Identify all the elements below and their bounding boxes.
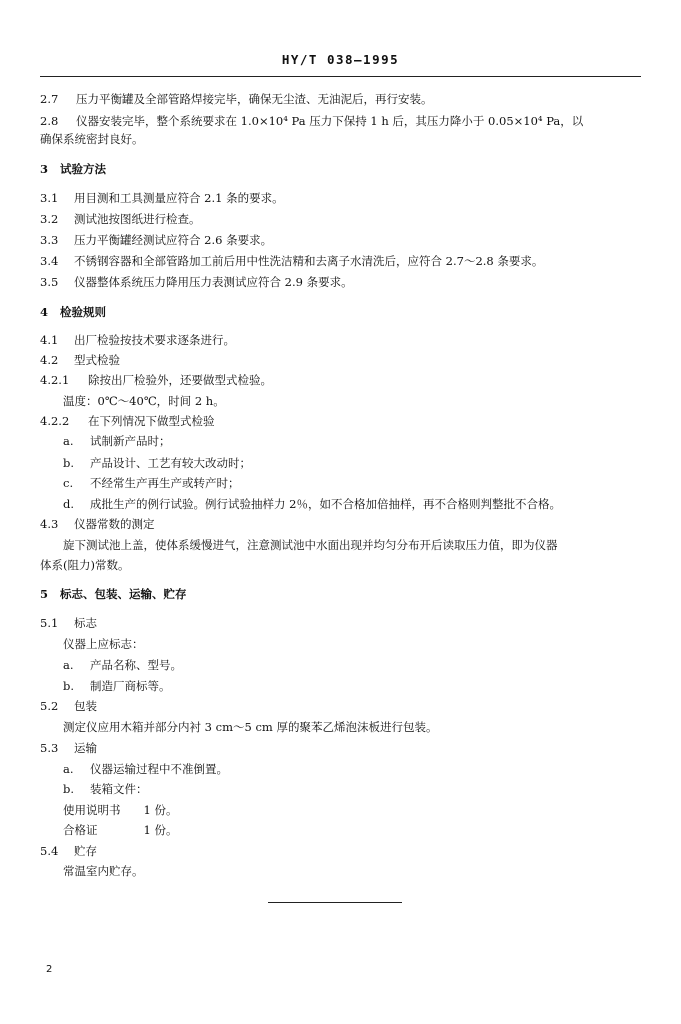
clause-number: 5.3 xyxy=(40,741,59,755)
clause-number: 5.1 xyxy=(40,616,59,630)
clause-text: 产品设计、工艺有较大改动时； xyxy=(90,456,251,470)
clause-number: 4.3 xyxy=(40,517,59,531)
clause-text: 压力平衡罐经测试应符合 2.6 条要求。 xyxy=(74,233,273,247)
clause-text: 贮存 xyxy=(74,844,97,858)
clause-text: 运输 xyxy=(74,741,97,755)
clause-number: a. xyxy=(63,434,74,448)
clause-number: 4.2.1 xyxy=(40,373,70,387)
clause-text: 仪器常数的测定 xyxy=(74,517,155,531)
clause-number: 2.7 xyxy=(40,92,59,106)
clause-number: b. xyxy=(63,456,75,470)
section-heading: 试验方法 xyxy=(60,162,106,176)
clause-text: 试制新产品时； xyxy=(90,434,171,448)
clause-text: 在下列情况下做型式检验 xyxy=(88,414,215,428)
clause-text: 压力平衡罐及全部管路焊接完毕，确保无尘渣、无油泥后，再行安装。 xyxy=(76,92,433,106)
clause-number: 5.2 xyxy=(40,699,59,713)
clause-text: 出厂检验按技术要求逐条进行。 xyxy=(74,333,235,347)
clause-text: 仪器整体系统压力降用压力表测试应符合 2.9 条要求。 xyxy=(74,275,353,289)
clause-text: 仪器安装完毕，整个系统要求在 1.0×10⁴ Pa 压力下保持 1 h 后，其压力降小于 0.05×10⁴ Pa，以 xyxy=(76,114,584,128)
clause-text: 制造厂商标等。 xyxy=(90,679,171,693)
clause-number: 4.2 xyxy=(40,353,59,367)
end-divider xyxy=(268,902,402,903)
clause-number: b. xyxy=(63,782,75,796)
standard-code-header: HY/T 038—1995 xyxy=(281,52,400,67)
clause-text: 合格证 1 份。 xyxy=(63,823,178,837)
clause-text: 除按出厂检验外，还要做型式检验。 xyxy=(88,373,272,387)
clause-text: 仪器运输过程中不准倒置。 xyxy=(90,762,228,776)
clause-number: 4.1 xyxy=(40,333,59,347)
clause-number: 3.1 xyxy=(40,191,59,205)
clause-text: 常温室内贮存。 xyxy=(63,864,144,878)
clause-text: 温度：0℃～40℃，时间 2 h。 xyxy=(63,394,225,408)
clause-number: d. xyxy=(63,497,75,511)
clause-text: 产品名称、型号。 xyxy=(90,658,182,672)
clause-text: 确保系统密封良好。 xyxy=(40,132,144,146)
clause-number: 3.4 xyxy=(40,254,59,268)
clause-number: c. xyxy=(63,476,74,490)
clause-text: 仪器上应标志： xyxy=(63,637,144,651)
section-heading: 检验规则 xyxy=(60,305,106,319)
clause-text: 不经常生产再生产或转产时； xyxy=(90,476,240,490)
clause-number: 3.3 xyxy=(40,233,59,247)
clause-number: 5.4 xyxy=(40,844,59,858)
clause-text: 包装 xyxy=(74,699,97,713)
page-number: 2 xyxy=(46,964,53,975)
clause-text: 装箱文件： xyxy=(90,782,148,796)
clause-number: 4.2.2 xyxy=(40,414,70,428)
clause-text: 成批生产的例行试验。例行试验抽样力 2％，如不合格加倍抽样，再不合格则判整批不合格。 xyxy=(90,497,561,511)
header-divider xyxy=(40,76,641,77)
clause-number: 3.2 xyxy=(40,212,59,226)
clause-text: 体系(阻力)常数。 xyxy=(40,558,130,572)
clause-text: 测定仪应用木箱并部分内衬 3 cm～5 cm 厚的聚苯乙烯泡沫板进行包装。 xyxy=(63,720,438,734)
clause-number: 4 xyxy=(40,305,49,319)
clause-text: 标志 xyxy=(74,616,97,630)
clause-number: 2.8 xyxy=(40,114,59,128)
section-heading: 标志、包装、运输、贮存 xyxy=(60,587,187,601)
clause-text: 不锈钢容器和全部管路加工前后用中性洗洁精和去离子水清洗后，应符合 2.7～2.8 条要求。 xyxy=(74,254,544,268)
clause-text: 型式检验 xyxy=(74,353,120,367)
clause-text: 测试池按图纸进行检查。 xyxy=(74,212,201,226)
clause-text: 用目测和工具测量应符合 2.1 条的要求。 xyxy=(74,191,284,205)
clause-number: a. xyxy=(63,762,74,776)
clause-text: 使用说明书 1 份。 xyxy=(63,803,178,817)
clause-number: b. xyxy=(63,679,75,693)
clause-number: 5 xyxy=(40,587,49,601)
clause-number: 3.5 xyxy=(40,275,59,289)
clause-number: a. xyxy=(63,658,74,672)
clause-number: 3 xyxy=(40,162,49,176)
clause-text: 旋下测试池上盖，使体系缓慢进气，注意测试池中水面出现并均匀分布开后读取压力值，即为仪器 xyxy=(63,538,558,552)
